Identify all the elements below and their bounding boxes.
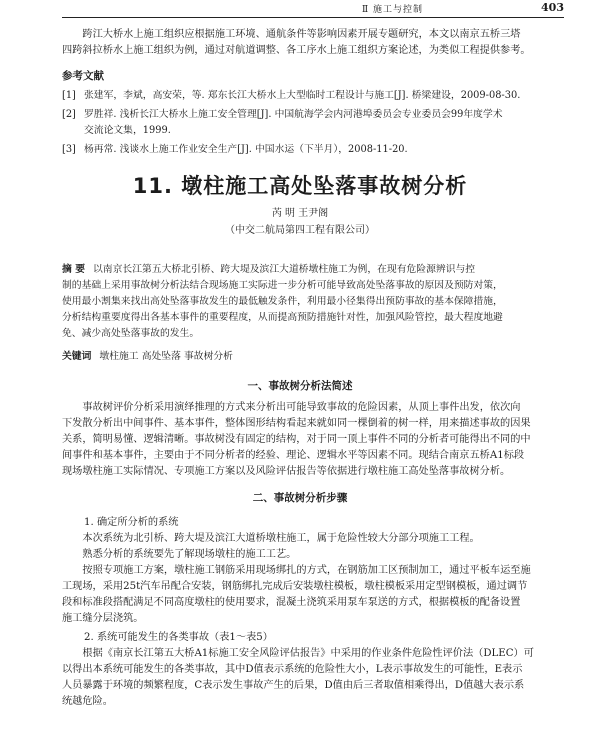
text-line: 制的基础上采用事故树分析法结合现场施工实际进一步分析可能导致高处坠落事故的原因及预防对策， bbox=[62, 280, 503, 291]
text-line: 关系，简明易懂、逻辑清晰。事故树没有固定的结构，对于同一顶上事件不同的分析者可能得出不同的中 bbox=[62, 434, 531, 445]
text-line: 免、减少高处坠落事故的发生。 bbox=[62, 328, 200, 339]
references bbox=[62, 68, 548, 158]
text-line: 使用最小割集来找出高处坠落事故发生的最低触发条件，利用最小径集得出预防事故的基本保障措施， bbox=[62, 296, 503, 307]
text-line: 工现场，采用25t汽车吊配合安装，钢筋绑扎完成后安装墩柱模板，墩柱模板采用定型钢模板，通过调节 bbox=[62, 581, 528, 592]
subsection-title: 1. 确定所分析的系统 bbox=[84, 517, 179, 528]
reference-item: [2] 罗胜祥. 浅析长江大桥水上施工安全管理[J]. 中国航海学会内河港埠委员会专业委员会99年度学术 bbox=[62, 109, 503, 120]
running-header bbox=[62, 2, 564, 17]
text-line: 事故树评价分析采用演绎推理的方式来分析出可能导致事故的危险因素，从顶上事件出发，依次向 bbox=[82, 402, 521, 413]
text-line: 按照专项施工方案，墩柱施工钢筋采用现场绑扎的方式，在钢筋加工区预制加工，通过平板车运至施 bbox=[82, 565, 531, 576]
text-line: 间事件和基本事件，主要由于不同分析者的经验、理论、逻辑水平等因素不同。现结合南京五桥A1标段 bbox=[62, 450, 525, 461]
affiliation: （中交二航局第四工程有限公司） bbox=[225, 225, 375, 236]
page-number: 403 bbox=[541, 1, 564, 14]
author-block bbox=[0, 205, 600, 239]
text-line: 四跨斜拉桥水上施工组织为例，通过对航道调整、各工序水上施工组织方案论述，为类似工程提供参考。 bbox=[62, 45, 531, 56]
section1-paragraph bbox=[62, 400, 548, 480]
abstract-label: 摘 要 bbox=[62, 264, 86, 275]
text-line: 本次系统为北引桥、跨大堤及滨江大道桥墩柱施工，属于危险性较大分部分项施工工程。 bbox=[82, 533, 480, 544]
text-line: 根据《南京长江第五大桥A1标施工安全风险评估报告》中采用的作业条件危险性评价法（DLEC）可 bbox=[82, 648, 534, 659]
text-line: 人员暴露于环境的频繁程度，C表示发生事故产生的后果，D值由后三者取值相乘得出，D值越大表示系 bbox=[62, 680, 525, 691]
reference-item: [3] 杨再常. 浅谈水上施工作业安全生产[J]. 中国水运（下半月），2008-11-20. bbox=[62, 144, 408, 155]
section2-body bbox=[62, 514, 548, 710]
text-line: 分析结构重要度得出各基本事件的重要程度，从而提高预防措施针对性，加强风险管控，最大程度地避 bbox=[62, 312, 503, 323]
text-line: 熟悉分析的系统要先了解现场墩柱的施工工艺。 bbox=[82, 549, 297, 560]
keywords bbox=[62, 348, 548, 365]
text-line: 跨江大桥水上施工组织应根据施工环境、通航条件等影响因素开展专题研究，本文以南京五桥三塔 bbox=[82, 29, 521, 40]
text-line: 以得出本系统可能发生的各类事故，其中D值表示系统的危险性大小，L表示事故发生的可能性，E表示 bbox=[62, 664, 523, 675]
text-line: 施工缝分层浇筑。 bbox=[62, 613, 144, 624]
text-line: 现场墩柱施工实际情况、专项施工方案以及风险评估报告等依据进行墩柱施工高处坠落事故树分析。 bbox=[62, 466, 511, 477]
abstract bbox=[62, 262, 548, 342]
keywords-label: 关键词 bbox=[62, 351, 92, 362]
section-heading: 一、事故树分析法简述 bbox=[247, 380, 353, 392]
header-section-title: Ⅱ 施工与控制 bbox=[362, 5, 423, 15]
intro-paragraph bbox=[62, 27, 548, 59]
text-line: 段和标准段搭配满足不同高度墩柱的使用要求，混凝土浇筑采用泵车泵送的方式，根据模板的配备设置 bbox=[62, 597, 521, 608]
subsection-title: 2. 系统可能发生的各类事故（表1～表5） bbox=[84, 632, 273, 643]
authors: 芮 明 王尹阁 bbox=[271, 208, 329, 219]
keywords-text: 墩柱施工 高处坠落 事故树分析 bbox=[99, 351, 233, 362]
article-title: 11. 墩柱施工高处坠落事故树分析 bbox=[132, 174, 468, 198]
section-heading: 二、事故树分析步骤 bbox=[252, 492, 348, 504]
reference-item-continued: 交流论文集，1999. bbox=[84, 125, 171, 136]
text-line: 以南京长江第五大桥北引桥、跨大堤及滨江大道桥墩柱施工为例，在现有危险源辨识与控 bbox=[93, 264, 476, 275]
header-rule bbox=[62, 17, 564, 18]
reference-item: [1] 张建军，李斌，高安荣，等. 郑东长江大桥水上大型临时工程设计与施工[J]. 桥梁建设，2009-08-30. bbox=[62, 90, 521, 101]
text-line: 下发散分析出中间事件、基本事件，整体图形结构看起来就如同一棵倒着的树一样，用来描述事故的因果 bbox=[62, 418, 531, 429]
text-line: 统越危险。 bbox=[62, 696, 113, 707]
references-heading: 参考文献 bbox=[62, 70, 104, 82]
